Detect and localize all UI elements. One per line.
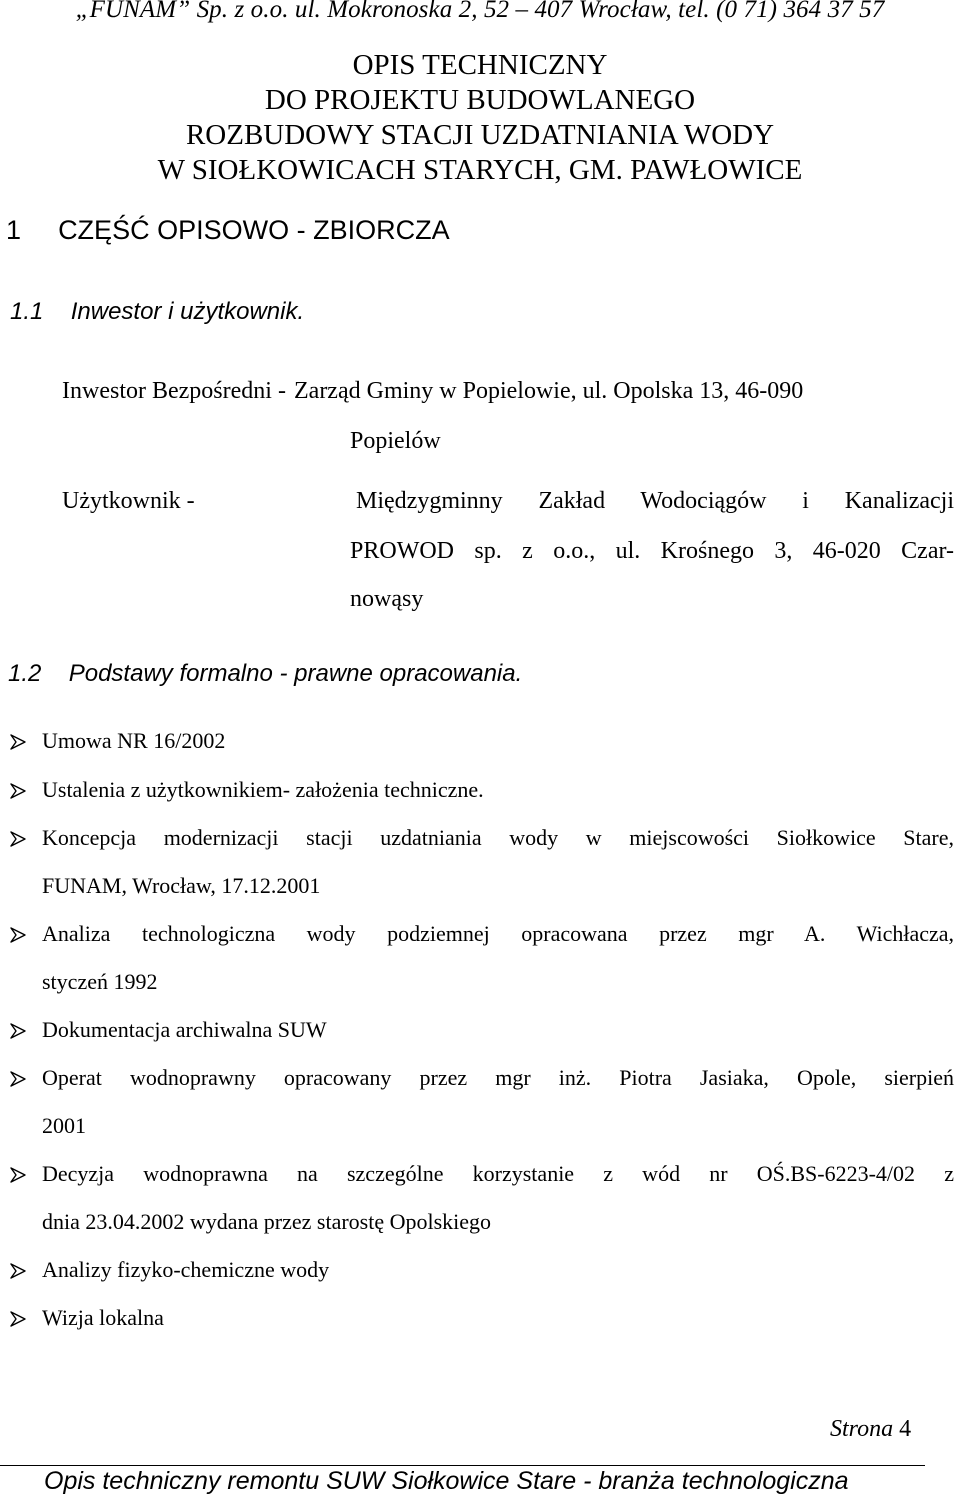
user-label: Użytkownik -	[62, 488, 195, 514]
page-number-label: Strona	[830, 1416, 894, 1442]
title-line: ROZBUDOWY STACJI UZDATNIANIA WODY	[185, 119, 775, 151]
list-item-text: Koncepcja modernizacji stacji uzdatniania wody w miejscowości Siołkowice Stare,	[42, 825, 954, 850]
section-title: Podstawy formalno - prawne opracowania.	[68, 660, 523, 687]
list-item-text-cont: styczeń 1992	[42, 969, 158, 994]
section-1-2-heading	[8, 660, 522, 688]
list-item-text: Wizja lokalna	[42, 1305, 164, 1330]
section-number: 1.1	[10, 298, 44, 325]
investor-label: Inwestor Bezpośredni -	[62, 378, 286, 404]
list-item-text: Dokumentacja archiwalna SUW	[42, 1017, 327, 1042]
list-item-text-cont: FUNAM, Wrocław, 17.12.2001	[42, 873, 321, 898]
arrow-bullet-icon	[8, 781, 28, 801]
list-item-text: Operat wodnoprawny opracowany przez mgr inż. Piotra Jasiaka, Opole, sierpień	[42, 1065, 954, 1090]
list-item-text-cont: 2001	[42, 1113, 86, 1138]
footer-text: Opis techniczny remontu SUW Siołkowice Stare - branża technologiczna	[44, 1467, 849, 1495]
user-value-cont: PROWOD sp. z o.o., ul. Krośnego 3, 46-020 Czar-	[350, 538, 954, 564]
document-title	[0, 48, 960, 188]
section-title: CZĘŚĆ OPISOWO - ZBIORCZA	[58, 215, 450, 245]
user-value: Międzygminny Zakład Wodociągów i Kanalizacji	[356, 488, 954, 514]
arrow-bullet-icon	[8, 1165, 28, 1185]
list-item-text-cont: dnia 23.04.2002 wydana przez starostę Opolskiego	[42, 1209, 492, 1234]
page-number-value: 4	[899, 1416, 912, 1442]
title-line: OPIS TECHNICZNY	[352, 49, 608, 81]
title-line: DO PROJEKTU BUDOWLANEGO	[264, 84, 696, 116]
arrow-bullet-icon	[8, 829, 28, 849]
arrow-bullet-icon	[8, 1261, 28, 1281]
arrow-bullet-icon	[8, 1021, 28, 1041]
section-title: Inwestor i użytkownik.	[70, 298, 305, 325]
list-item-text: Decyzja wodnoprawna na szczególne korzystanie z wód nr OŚ.BS-6223-4/02 z	[42, 1161, 954, 1186]
arrow-bullet-icon	[8, 1069, 28, 1089]
section-number: 1.2	[8, 660, 42, 687]
company-header: „FUNAM” Sp. z o.o. ul. Mokronoska 2, 52 – 407 Wrocław, tel. (0 71) 364 37 57	[75, 0, 885, 23]
section-number: 1	[6, 215, 22, 245]
arrow-bullet-icon	[8, 925, 28, 945]
arrow-bullet-icon	[8, 732, 28, 752]
arrow-bullet-icon	[8, 1309, 28, 1329]
footer-divider	[0, 1465, 925, 1466]
user-value-cont: nowąsy	[350, 586, 424, 612]
list-item-text: Ustalenia z użytkownikiem- założenia techniczne.	[42, 777, 484, 802]
section-1-heading	[6, 215, 450, 246]
title-line: W SIOŁKOWICACH STARYCH, GM. PAWŁOWICE	[157, 154, 803, 186]
investor-value-cont: Popielów	[350, 428, 441, 454]
list-item-text: Umowa NR 16/2002	[42, 728, 226, 753]
list-item-text: Analizy fizyko-chemiczne wody	[42, 1257, 330, 1282]
page-number	[830, 1416, 911, 1443]
investor-value: Zarząd Gminy w Popielowie, ul. Opolska 13, 46-090	[294, 378, 804, 404]
list-item-text: Analiza technologiczna wody podziemnej opracowana przez mgr A. Wichłacza,	[42, 921, 954, 946]
section-1-1-heading	[10, 298, 304, 326]
